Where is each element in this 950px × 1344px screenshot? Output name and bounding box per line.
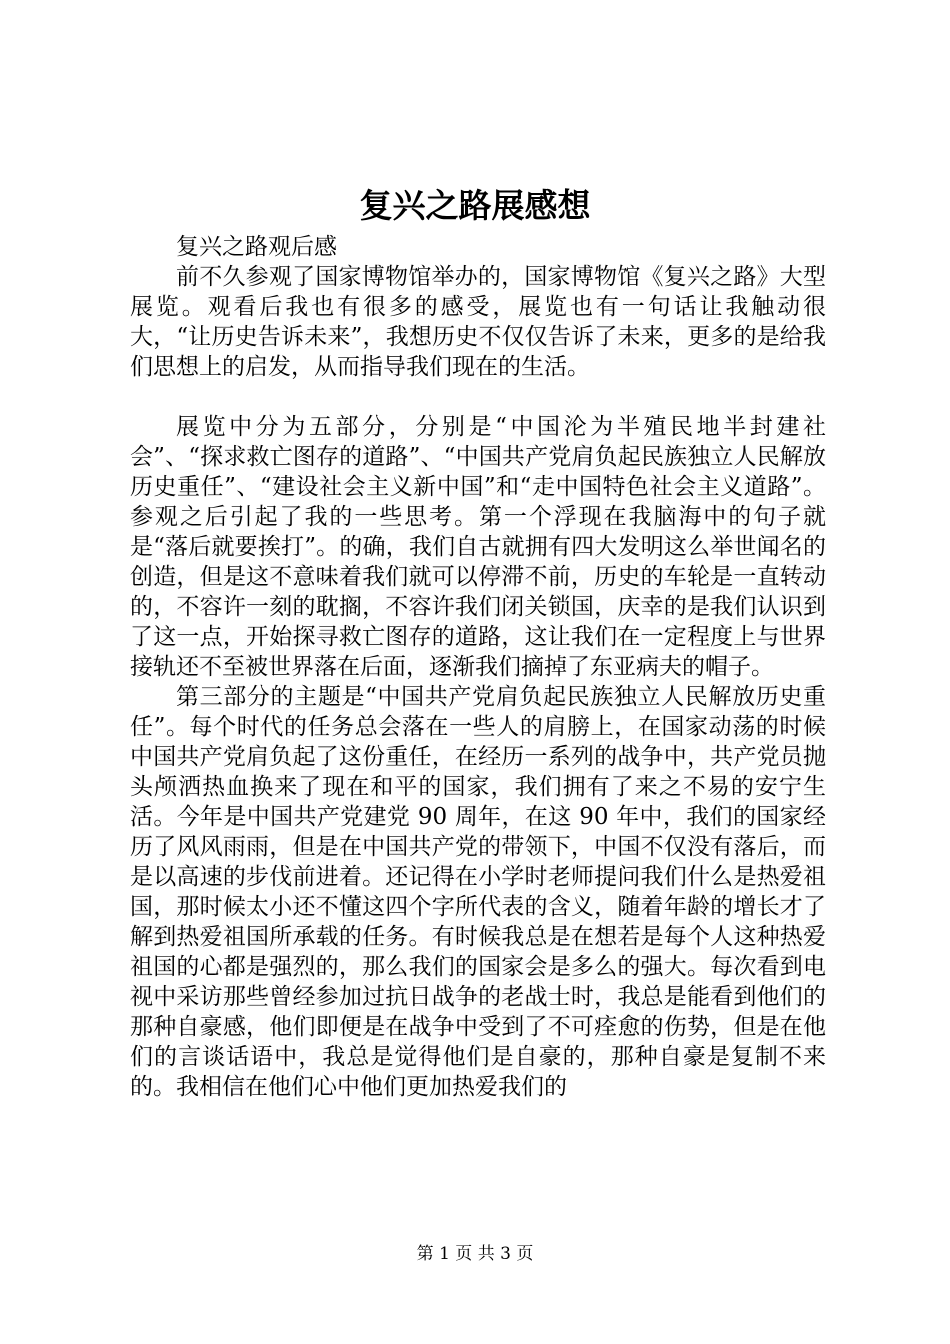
paragraph-2: 展览中分为五部分，分别是“中国沦为半殖民地半封建社会”、“探求救亡图存的道路”、“中国共产党肩负起民族独立人民解放历史重任”、“建设社会主义新中国”和“走中国特色社会主义道路”。参观之后引起了我的一些思考。第一个浮现在我脑海中的句子就是“落后就要挨打”。的确，我们自古就拥有四大发明这么举世闻名的创造，但是这不意味着我们就可以停滞不前，历史的车轮是一直转动的，不容许一刻的耽搁，不容许我们闭关锁国，庆幸的是我们认识到了这一点，开始探寻救亡图存的道路，这让我们在一定程度上与世界接轨还不至被世界落在后面，逐渐我们摘掉了东亚病夫的帽子。 [130, 414, 826, 680]
subtitle-line: 复兴之路观后感 [176, 234, 337, 260]
document-body [130, 232, 826, 1102]
paragraph-1: 前不久参观了国家博物馆举办的，国家博物馆《复兴之路》大型展览。观看后我也有很多的感受，展览也有一句话让我触动很大，“让历史告诉未来”，我想历史不仅仅告诉了未来，更多的是给我们思想上的启发，从而指导我们现在的生活。 [130, 264, 826, 380]
paragraph-gap [130, 382, 826, 412]
document-title: 复兴之路展感想 [359, 186, 591, 225]
page-footer: 第 1 页 共 3 页 [416, 1244, 534, 1264]
paragraph-3: 第三部分的主题是“中国共产党肩负起民族独立人民解放历史重任”。每个时代的任务总会落在一些人的肩膀上，在国家动荡的时候中国共产党肩负起了这份重任，在经历一系列的战争中，共产党员抛头颅洒热血换来了现在和平的国家，我们拥有了来之不易的安宁生活。今年是中国共产党建党 90 周年，在这 90 年中，我们的国家经历了风风雨雨，但是在中国共产党的带领下，中国不仅没有落后，而是以高速的步伐前进着。还记得在小学时老师提问我们什么是热爱祖国，那时候太小还不懂这四个字所代表的含义，随着年龄的增长才了解到热爱祖国所承载的任务。有时候我总是在想若是每个人这种热爱祖国的心都是强烈的，那么我们的国家会是多么的强大。每次看到电视中采访那些曾经参加过抗日战争的老战士时，我总是能看到他们的那种自豪感，他们即便是在战争中受到了不可痊愈的伤势，但是在他们的言谈话语中，我总是觉得他们是自豪的，那种自豪是复制不来的。我相信在他们心中他们更加热爱我们的 [130, 684, 826, 1100]
